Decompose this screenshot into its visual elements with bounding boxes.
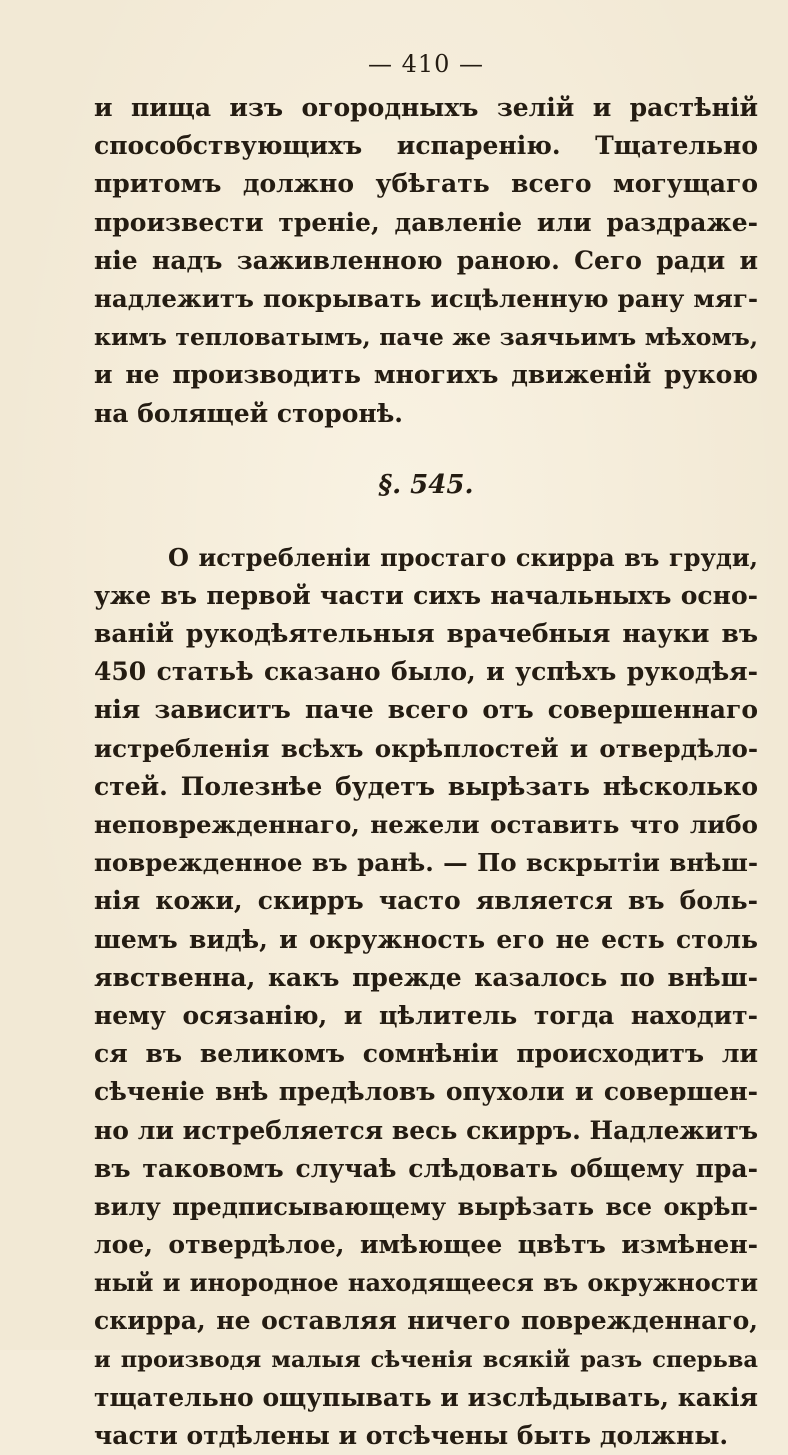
text-line: истребленія всѣхъ окрѣплостей и отвердѣло- <box>94 733 758 763</box>
section-number: §. 545. <box>378 469 474 500</box>
text-line: и не производить многихъ движеній рукою <box>94 360 758 390</box>
text-line: явственна, какъ прежде казалось по внѣш- <box>94 962 758 992</box>
text-line: тщательно ощупывать и изслѣдывать, какія <box>94 1382 758 1412</box>
text-line: надлежитъ покрывать исцѣленную рану мяг- <box>94 283 758 313</box>
text-line: О истребленіи простаго скирра въ груди, <box>168 542 758 572</box>
text-line: и производя малыя сѣченія всякій разъ сперьва <box>94 1346 758 1373</box>
text-line: стей. Полезнѣе будетъ вырѣзать нѣсколько <box>94 771 758 801</box>
text-line: 450 статьѣ сказано было, и успѣхъ рукодѣя- <box>94 657 758 687</box>
paragraph-545 <box>94 539 758 1455</box>
page-number: — 410 — <box>367 50 485 78</box>
text-line: нему осязанію, и цѣлитель тогда находит- <box>94 1000 758 1030</box>
text-line: ніе надъ заживленною раною. Сего ради и <box>94 245 758 275</box>
text-line: и пища изъ огородныхъ зелій и растѣній <box>94 93 758 122</box>
text-line: ваній рукодѣятельныя врачебныя науки въ <box>94 619 758 649</box>
text-line: поврежденное въ ранѣ. — По вскрытіи внѣш- <box>94 848 758 878</box>
text-line: нія зависитъ паче всего отъ совершеннаго <box>94 695 758 725</box>
text-line: части отдѣлены и отсѣчены быть должны. <box>94 1421 729 1450</box>
text-line: но ли истребляется весь скирръ. Надлежитъ <box>94 1115 758 1145</box>
paragraph-continued <box>94 89 758 433</box>
text-line: вилу предписывающему вырѣзать все окрѣп- <box>94 1191 758 1221</box>
text-line: произвести треніе, давленіе или раздраже- <box>94 207 758 237</box>
text-line: сѣченіе внѣ предѣловъ опухоли и совершен- <box>94 1077 758 1107</box>
text-line: способствующихъ испаренію. Тщательно <box>94 131 758 161</box>
text-line: скирра, не оставляя ничего поврежденнаго, <box>94 1306 758 1336</box>
text-line: лое, отвердѣлое, имѣющее цвѣтъ измѣнен- <box>94 1230 758 1260</box>
text-line: ся въ великомъ сомнѣніи происходитъ ли <box>94 1039 758 1069</box>
text-line: шемъ видѣ, и окружность его не есть столь <box>94 924 758 954</box>
text-line: кимъ тепловатымъ, паче же заячьимъ мѣхомъ, <box>94 323 758 352</box>
section-heading <box>94 465 758 505</box>
text-line: въ таковомъ случаѣ слѣдовать общему пра- <box>94 1153 758 1183</box>
text-line: ный и инородное находящееся въ окружности <box>94 1268 758 1298</box>
text-line: нія кожи, скирръ часто является въ боль- <box>94 886 758 916</box>
text-line: на болящей сторонѣ. <box>94 398 403 428</box>
text-line: притомъ должно убѣгать всего могущаго <box>94 169 758 199</box>
text-line: неповрежденнаго, нежели оставить что либо <box>94 810 758 839</box>
text-line: уже въ первой части сихъ начальныхъ осно- <box>94 580 758 610</box>
